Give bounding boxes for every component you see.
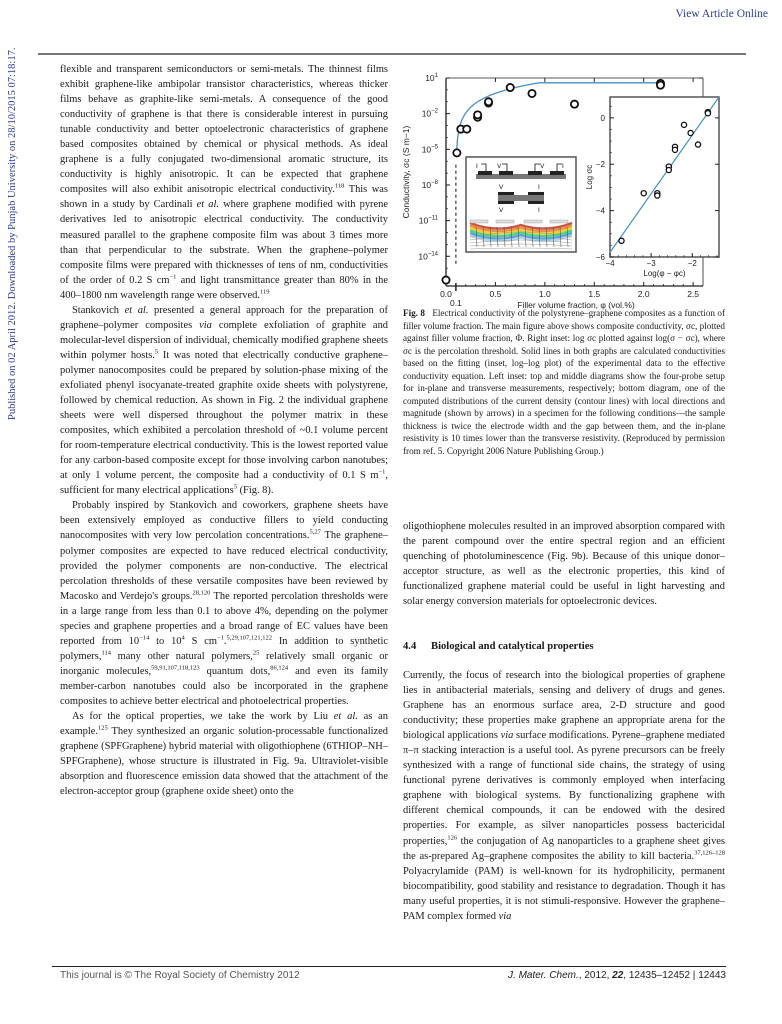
data-point <box>528 90 535 97</box>
citation-ref: 114 <box>101 649 111 657</box>
figure-8-chart <box>396 62 726 310</box>
right-column-section <box>403 668 725 924</box>
citation-ref: 5,27 <box>309 528 321 536</box>
transverse-substrate <box>498 195 544 201</box>
citation-ref: 59,91,107,118,123 <box>151 664 200 672</box>
footer-page-number: 12443 <box>698 970 726 981</box>
publication-watermark: Published on 02 April 2012. Downloaded by Punjab University on 28/10/2015 07:18:17. <box>7 47 18 420</box>
footer-journal: J. Mater. Chem. <box>508 970 579 981</box>
electrode <box>499 171 513 175</box>
data-point <box>453 149 460 156</box>
footer-citation: J. Mater. Chem., 2012, 22, 12435–12452 | 12443 <box>508 970 726 981</box>
inset-x-axis-label: Log(φ − φc) <box>643 269 686 278</box>
left-inset-diagram <box>466 157 576 252</box>
figure-caption <box>403 307 725 457</box>
citation-ref: 28,120 <box>192 589 211 597</box>
paragraph: Probably inspired by Stankovich and coworkers, graphene sheets have been extensively employed as conductive fillers to yield conducting nanocomposites with very low percolation concentrations.$^{5,27}$ The graphene–polymer composites are expected to have reduced electrical conductivity, provided the polymer components are non-conductive. The electrical percolation thresholds of these versatile composites have been reviewed by Macosko and Verdejo's groups.$^{28,120}$ The reported percolation thresholds were in a large range from less than 0.1 to above 4%, depending on the polymer species and graphene properties and a broad range of EC values have been reported from $10^{-14}$ to $10^4$ S $cm^{-1}.^{5,29,107,121,122}$ In addition to synthetic polymers,$^{114}$ many other natural polymers,$^{25}$ relatively small organic or inorganic molecules,$^{59,91,107,118,123}$ quantum dots,$^{86,124}$ and even its family member-carbon nanotubes could also be incorporated in the graphene composites to achieve better electrical and photoelectrical properties. <box>60 500 388 707</box>
electrode <box>550 171 564 175</box>
inset-data-point <box>655 193 660 198</box>
citation-ref: 119 <box>260 288 270 296</box>
inset-data-point <box>619 238 624 243</box>
data-point <box>571 101 578 108</box>
x-axis-label: Filler volume fraction, φ (vol.%) <box>517 300 635 310</box>
probe-label: V <box>499 184 504 191</box>
inset-y-tick-label: −2 <box>595 160 605 170</box>
threshold-tick-label: 0.1 <box>449 298 462 308</box>
probe-label: V <box>499 207 504 214</box>
right-column-top <box>403 519 725 609</box>
paragraph: flexible and transparent semiconductors or semi-metals. The thinnest films exhibit graphene-like ambipolar transistor characteristics, whereas thicker films behave as graphite-like semi-metals. A consequence of the good conductivity of graphene is that there is considerable interest in pursuing tunable conductivity and better optoelectronic characteristics of graphene based composites obtained by chemical or physical methods. As ideal graphene is a fully conjugated two-dimensional aromatic structure, its conductivity is highly anisotropic. It can be expected that graphene composites will also exhibit anisotropic electrical conductivity.$^{118}$ This was shown in a study by Cardinali et al. where graphene modified with pyrene derivatives led to anisotropic electrical conductivity. The conductivity measured parallel to the graphene composite film was about 3 times more than that perpendicular to the substrate. When the graphene–polymer composite films were prepared with thicknesses of tens of nm, conductivities of the order of 0.2 S $cm^{-1}$ and light transmittance greater than 80% in the 400–1800 nm wavelength range were observed.$^{119}$ <box>60 64 388 301</box>
x-tick-label: 1.0 <box>538 289 551 299</box>
y-tick-label: $10^{-11}$ <box>418 215 438 226</box>
right-inset-chart <box>585 97 719 278</box>
citation-ref: 86,124 <box>270 664 289 672</box>
inset-x-tick-label: −4 <box>605 259 615 268</box>
footer-volume: 22 <box>612 970 624 981</box>
data-point <box>485 98 492 105</box>
header-rule <box>38 53 746 55</box>
electrode <box>498 201 514 204</box>
data-point <box>657 82 664 89</box>
inset-data-point <box>681 122 686 127</box>
left-column <box>60 62 388 799</box>
x-tick-label: 2.5 <box>687 289 700 299</box>
citation-ref: 5 <box>154 348 159 356</box>
inset-data-point <box>666 167 671 172</box>
inset-y-tick-label: 0 <box>600 113 605 123</box>
electrode <box>498 192 514 195</box>
inset-data-point <box>688 130 693 135</box>
citation-ref: 118 <box>334 182 345 190</box>
map-electrode <box>524 220 542 223</box>
map-electrode <box>496 220 514 223</box>
probe-label: I <box>562 163 564 170</box>
y-tick-label: $10^1$ <box>425 73 438 83</box>
map-electrode <box>470 220 488 223</box>
footer-pages: 12435–12452 <box>628 970 691 981</box>
inset-data-point <box>705 111 710 116</box>
x-tick-label: 0.0 <box>440 289 452 299</box>
footer-year: 2012 <box>584 970 607 981</box>
paragraph: Stankovich et al. presented a general approach for the preparation of graphene–polymer composites via complete exfoliation of graphite and molecular-level dispersion of individual, chemically modified graphene sheets within polymer hosts.$^5$ It was noted that electrically conductive graphene–polymer nanocomposites could be prepared by solution-phase mixing of the exfoliated phenyl isocyanate-treated graphite oxide sheets with polystyrene, followed by chemical reduction. As shown in Fig. 2 the individual graphene sheets were well dispersed throughout the polymer matrix in these composites, which exhibited a percolation threshold of ~0.1 volume percent for room-temperature electrical conductivity. This is the lowest reported value for any carbon-based composite except for those involving carbon nanotubes; at only 1 volume percent, the composite had a conductivity of 0.1 S $m^{-1}$, sufficient for many electrical applications$^5$ (Fig. 8). <box>60 304 389 497</box>
x-tick-label: 0.5 <box>489 289 502 299</box>
inset-y-tick-label: −6 <box>595 253 605 262</box>
paragraph: oligothiophene molecules resulted in an improved absorption compared with the parent compound over the entire spectral region and an efficient quenching of photoluminescence (Fig. 9b). Because of this unique donor–acceptor structure, as well as the electronic properties, this kind of functionalized graphene material could be useful in light harvesting and solar energy conversion materials for optoelectronic devices. <box>403 521 725 608</box>
y-tick-label: $10^{-5}$ <box>421 144 438 155</box>
paragraph: As for the optical properties, we take the work by Liu et al. as an example.$^{125}$ They synthesized an organic solution-processable functionalized graphene (SPFGraphene) hybrid material with oligothiophene (6THIOP–NH–SPFGraphene), whose structure is illustrated in Fig. 9a. Ultraviolet-visible absorption and fluorescence emission data showed that the attachment of the electron-acceptor group (graphene oxide sheet) onto the <box>60 711 388 798</box>
probe-label: I <box>476 163 478 170</box>
inset-data-point <box>695 142 700 147</box>
citation-ref: 37,126–128 <box>694 849 725 857</box>
electrode <box>528 201 544 204</box>
footer-copyright: This journal is © The Royal Society of Chemistry 2012 <box>60 970 300 981</box>
figure-8 <box>396 62 726 310</box>
paragraph: Currently, the focus of research into the biological properties of graphene lies in antibacterial materials, sensing and delivery of drugs and genes. Graphene has an enormous surface area, 2-D structure and good conductivity; these properties make graphene an appropriate arena for the biological applications via surface modifications. Pyrene–graphene mediated π–π stacking interaction is a useful tool. As pyrene precursors can be freely synthesized with a range of functional side chains, the strategy of using functional pyrene derivatives is commonly employed when interfacing graphene with biological systems. By functionalizing graphene with different chemical compounds, it can be endowed with the desired properties. For example, as silver nanoparticles possess bactericidal properties,$^{126}$ the conjugation of Ag nanoparticles to a graphene sheet gives the as-prepared Ag–graphene composites the ability to kill bacteria.$^{37,126-128}$ Polyacrylamide (PAM) is well-known for its hydrophilicity, permanent biocompatibility, good stability and resistance to degradation. Though it has many useful properties, it is not stimuli-responsive. However the graphene–PAM complex formed via <box>403 670 725 922</box>
section-title: Biological and catalytical properties <box>431 641 594 652</box>
probe-label: I <box>538 184 540 191</box>
data-point <box>474 111 481 118</box>
inset-data-point <box>672 147 677 152</box>
y-tick-label: $10^{-8}$ <box>421 179 438 190</box>
x-tick-label: 1.5 <box>588 289 601 299</box>
map-electrode <box>550 220 568 223</box>
citation-ref: 125 <box>97 724 108 732</box>
inset-x-tick-label: −2 <box>687 259 697 268</box>
citation-ref: 25 <box>252 649 260 657</box>
data-point <box>507 84 514 91</box>
probe-label: V <box>497 163 502 170</box>
electrode <box>528 192 544 195</box>
x-tick-label: 2.0 <box>637 289 650 299</box>
view-article-online-link[interactable]: View Article Online <box>675 8 768 20</box>
citation-ref: 5,29,107,121,122 <box>226 634 272 642</box>
inset-y-tick-label: −4 <box>595 206 605 216</box>
y-axis-label: Conductivity, σc (S m−1) <box>401 125 411 219</box>
data-point <box>463 126 470 133</box>
y-tick-label: $10^{-2}$ <box>421 108 438 119</box>
probe-label: V <box>540 163 545 170</box>
section-heading <box>403 641 594 652</box>
footer-rule <box>52 966 726 967</box>
citation-ref: 5 <box>233 483 237 491</box>
inset-data-point <box>641 191 646 196</box>
inset-x-tick-label: −3 <box>646 259 656 268</box>
inset-y-axis-label: Log σc <box>585 164 594 190</box>
y-tick-label: $10^{-14}$ <box>418 251 438 262</box>
electrode <box>478 171 492 175</box>
probe-label: I <box>538 207 540 214</box>
section-number: 4.4 <box>403 641 417 652</box>
citation-ref: 126 <box>447 834 458 842</box>
caption-text: Electrical conductivity of the polystyrene–graphene composites as a function of filler volume fraction. The main figure above shows composite conductivity, σc, plotted against filler volume fraction, Φ. Right inset: log σc plotted against log(σ − σc), where σc is the percolation threshold. Solid lines in both graphs are calculated conductivities based on the fitting (inset, log–log plot) of the experimental data to the effective conductivity equation. Left inset: top and middle diagrams show the four-probe setup for in-plane and transverse measurements, respectively; bottom diagram, one of the computed distributions of the current density (contour lines) with local directions and magnitude (shown by arrows) in a specimen for the following conditions—the sample thickness is twice the electrode width and the gap between them, and the in-plane resistivity is 10 times lower than the transverse resistivity. (Reproduced by permission from ref. 5. Copyright 2006 Nature Publishing Group.) <box>403 308 725 456</box>
data-point <box>442 276 449 283</box>
electrode <box>528 171 542 175</box>
caption-label: Fig. 8 <box>403 308 425 318</box>
